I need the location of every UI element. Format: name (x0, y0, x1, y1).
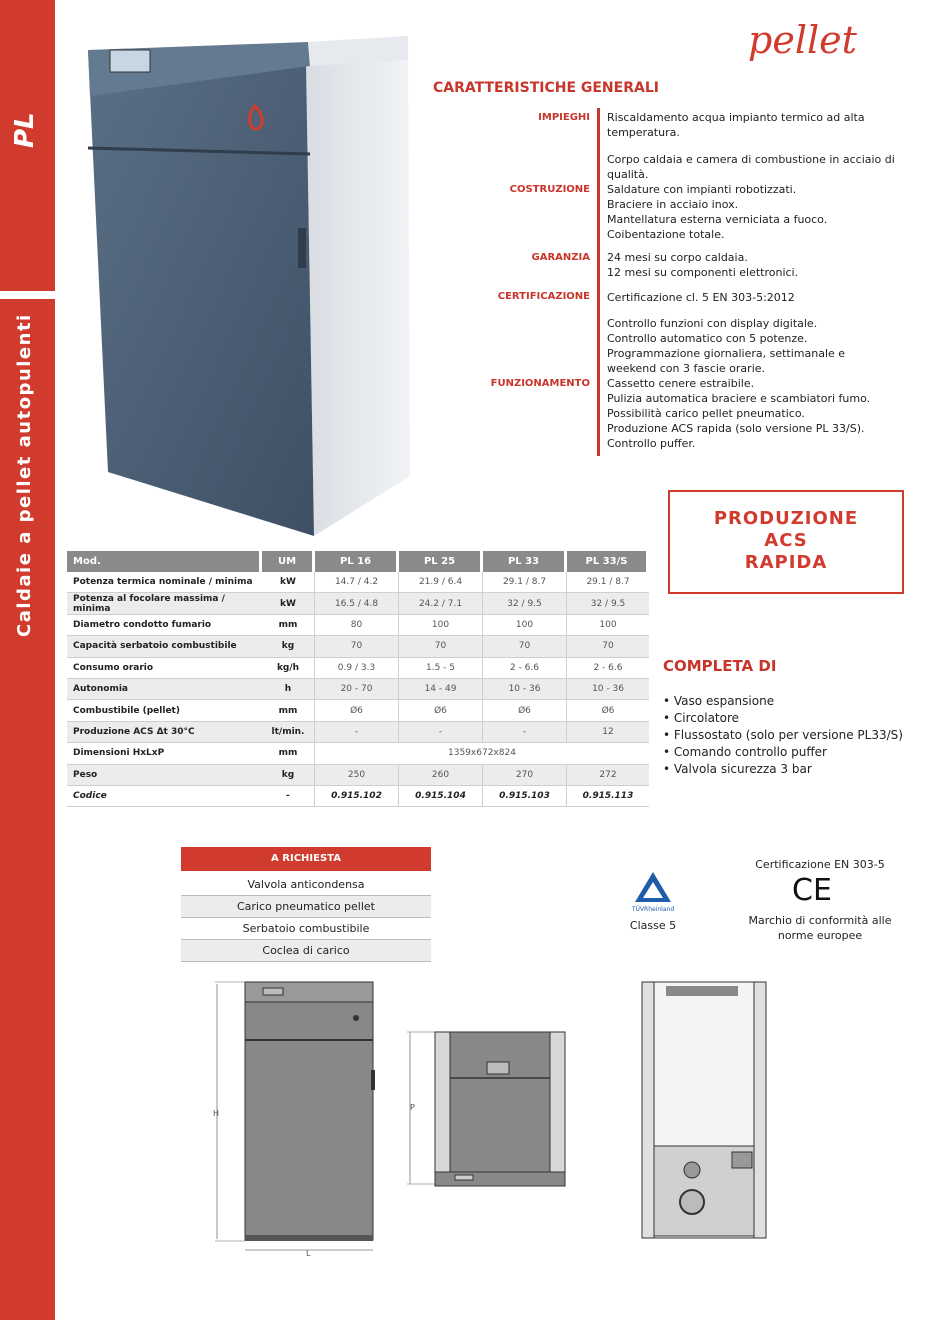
list-item: • Valvola sicurezza 3 bar (663, 761, 903, 778)
spec-label: CERTIFICAZIONE (497, 291, 590, 302)
list-item: • Comando controllo puffer (663, 744, 903, 761)
spec-divider (597, 108, 600, 456)
spec-value: Controllo funzioni con display digitale. Controllo automatico con 5 potenze. Programmazione giornaliera, settimanale e weekend con 3 fascie orarie. Cassetto cenere estraibile. Pulizia automatica braciere e scambiatori fumo. Possibilità carico pellet pneumatico. Produzione ACS rapida (solo versione PL 33/S). Controllo puffer. (607, 317, 871, 450)
header-cell: PL 33 (483, 551, 567, 572)
list-item: Carico pneumatico pellet (181, 896, 431, 918)
header-cell: PL 16 (315, 551, 399, 572)
table-row: Capacità serbatoio combustibile kg 70 70 70 70 (67, 636, 649, 657)
ce-cert-description: Marchio di conformità alle norme europee (748, 914, 892, 942)
table-row: Diametro condotto fumario mm 80 100 100 100 (67, 615, 649, 636)
table-row: Potenza termica nominale / minima kW 14.7 / 4.2 21.9 / 6.4 29.1 / 8.7 29.1 / 8.7 (67, 572, 649, 593)
spec-label: GARANZIA (531, 252, 590, 263)
table-row: Codice - 0.915.102 0.915.104 0.915.103 0.915.113 (67, 786, 649, 807)
list-item: Coclea di carico (181, 940, 431, 962)
front-drawing (205, 978, 380, 1258)
acs-highlight-box: PRODUZIONE ACS RAPIDA (668, 490, 904, 594)
list-item: Serbatoio combustibile (181, 918, 431, 940)
header-cell: UM (262, 551, 315, 572)
spec-value: Riscaldamento acqua impianto termico ad alta temperatura. (607, 111, 865, 139)
sidebar-short-title: PL (10, 112, 40, 148)
table-row: Potenza al focolare massima / minima kW 16.5 / 4.8 24.2 / 7.1 32 / 9.5 32 / 9.5 (67, 593, 649, 614)
optional-list (181, 847, 431, 962)
list-item: • Circolatore (663, 710, 903, 727)
list-item: • Flussostato (solo per versione PL33/S) (663, 727, 903, 744)
spec-label: IMPIEGHI (538, 112, 590, 123)
header-cell: Mod. (67, 551, 262, 572)
header-cell: PL 25 (399, 551, 483, 572)
completa-list (663, 693, 903, 778)
tuv-logo-icon (625, 870, 681, 914)
completa-title: COMPLETA DI (663, 657, 777, 675)
svg-text:H: H (213, 1109, 220, 1118)
boiler-product-image (78, 36, 418, 536)
spec-label: COSTRUZIONE (509, 184, 590, 195)
svg-text:P: P (410, 1103, 415, 1112)
spec-table (67, 551, 649, 807)
table-row: Autonomia h 20 - 70 14 - 49 10 - 36 10 - 36 (67, 679, 649, 700)
tuv-class-label: Classe 5 (629, 919, 677, 932)
svg-text:L: L (306, 1249, 311, 1258)
spec-value: Certificazione cl. 5 EN 303-5:2012 (607, 291, 795, 304)
header-cell: PL 33/S (567, 551, 649, 572)
svg-text:CE: CE (792, 873, 832, 908)
sidebar-divider (0, 291, 55, 299)
sidebar (0, 0, 55, 1320)
optional-title: A RICHIESTA (181, 847, 431, 871)
rear-drawing (640, 980, 770, 1242)
ce-cert-title: Certificazione EN 303-5 (755, 858, 885, 871)
brand-logo: pellet (748, 18, 857, 62)
list-item: Valvola anticondensa (181, 874, 431, 896)
ce-mark-icon (792, 872, 832, 908)
spec-label: FUNZIONAMENTO (490, 378, 590, 389)
sidebar-title: Caldaie a pellet autopulenti (14, 313, 35, 637)
table-row: Peso kg 250 260 270 272 (67, 765, 649, 786)
side-drawing (405, 1022, 575, 1192)
table-row: Dimensioni HxLxP mm 1359x672x824 (67, 743, 649, 764)
table-row: Combustibile (pellet) mm Ø6 Ø6 Ø6 Ø6 (67, 700, 649, 721)
list-item: • Vaso espansione (663, 693, 903, 710)
general-title: CARATTERISTICHE GENERALI (433, 80, 659, 96)
table-row: Consumo orario kg/h 0.9 / 3.3 1.5 - 5 2 - 6.6 2 - 6.6 (67, 658, 649, 679)
table-row: Produzione ACS Δt 30°C lt/min. - - - 12 (67, 722, 649, 743)
spec-value: Corpo caldaia e camera di combustione in acciaio di qualità. Saldature con impianti robotizzati. Braciere in acciaio inox. Mantellatura esterna verniciata a fuoco. Coibentazione totale. (607, 153, 895, 241)
svg-text:TÜVRheinland: TÜVRheinland (631, 906, 675, 913)
spec-value: 24 mesi su corpo caldaia. 12 mesi su componenti elettronici. (607, 251, 799, 279)
table-header (67, 551, 649, 572)
